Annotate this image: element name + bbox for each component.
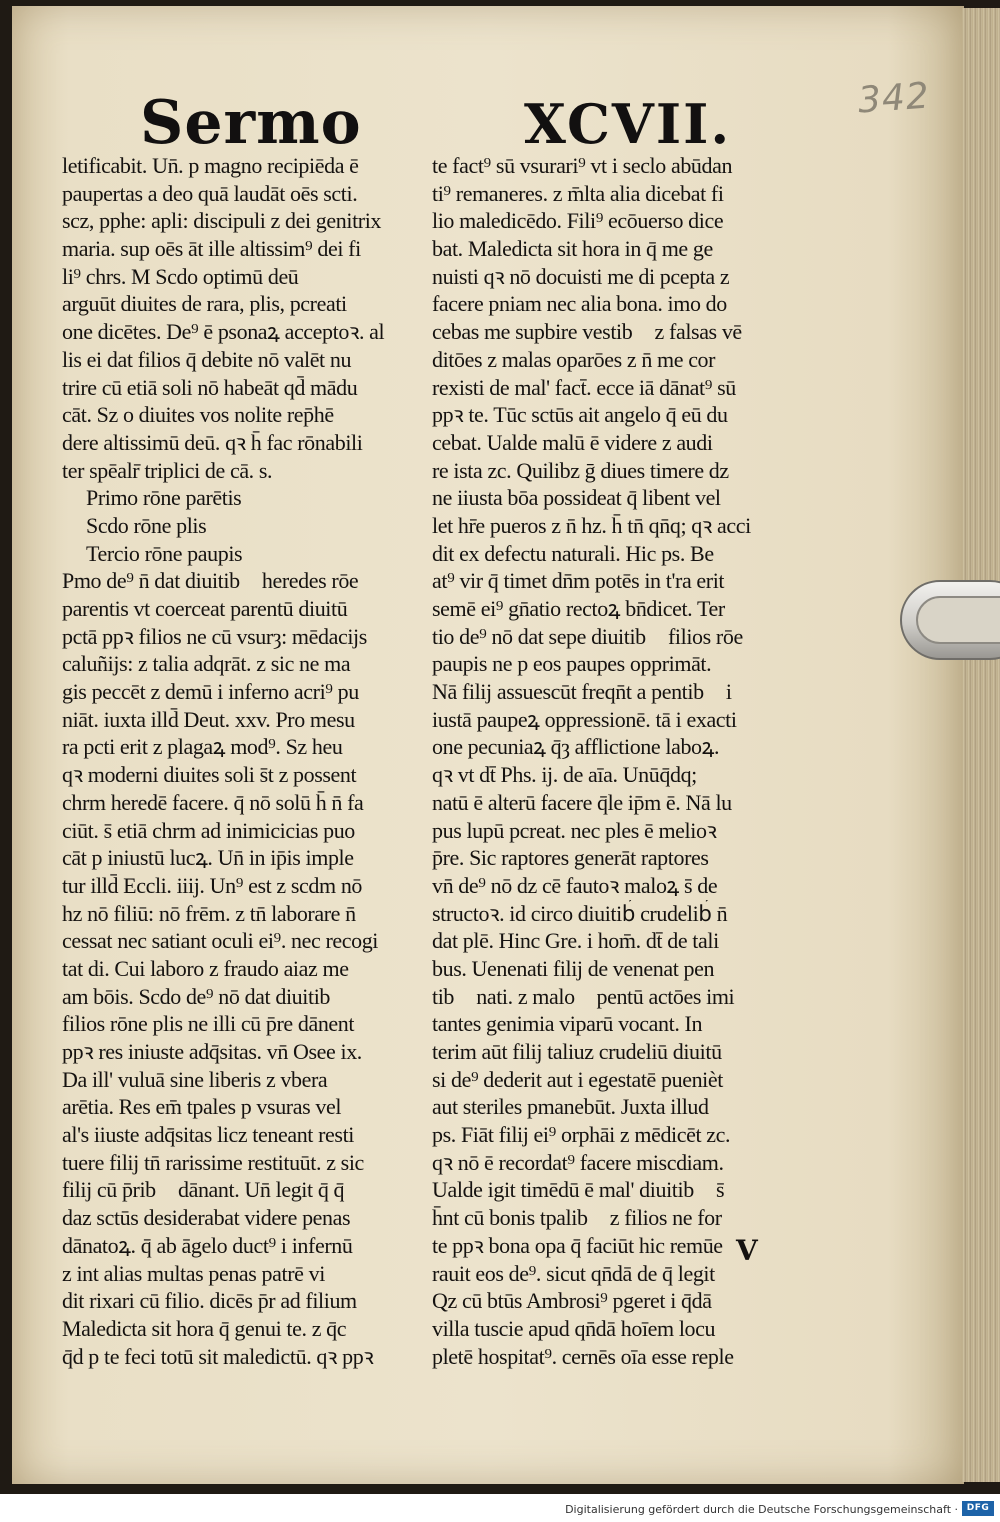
text-line: filios rōne plis ne illi cū p̄re dānent [62,1011,355,1037]
text-line: Maledicta sit hora q̄ genui te. z q̄c [62,1315,347,1341]
text-line: Ualde igit timēdū ē mal' diuitib᷒ s̄ [432,1177,725,1203]
text-line: ditōes z malas oparōes z n̄ me cor [432,346,716,372]
text-line: Qz cū btūs Ambrosi⁹ pgeret i q̄dā [432,1288,712,1314]
text-line: Tercio rōne paupis [86,540,243,566]
text-line: arētia. Res em̄ tpales p vsuras vel [62,1094,342,1120]
text-line: aut steriles pmanebūt. Juxta illud [432,1094,709,1120]
text-line: let hr̄e pueros z n̄ hz. h̄ tn̄ qn̄q; qꝛ acci [432,512,751,538]
text-line: tat di. Cui laboro z fraudo aiaz me [62,955,349,981]
folio-number: 342 [856,75,932,122]
text-line: nuisti qꝛ nō docuisti me di pcepta z [432,263,730,289]
text-line: ps. Fiāt filij ei⁹ orphāi z mēdicēt zc. [432,1122,731,1148]
text-line: z int alias multas penas patrē vi [62,1260,325,1286]
text-line: bat. Maledicta sit hora in q̄ me ge [432,236,713,262]
text-line: pus lupū pcreat. nec ples ē melioꝛ [432,817,717,843]
text-column-left [62,152,434,1370]
funding-credit: Digitalisierung gefördert durch die Deutsche Forschungsgemeinschaft · [565,1503,958,1516]
text-line: rauit eos de⁹. sicut qn̄dā de q̄ legit [432,1260,715,1286]
text-line: tio de⁹ nō dat sepe diuitib᷒ filios rōe [432,623,743,649]
text-line: ti⁹ remaneres. z m̄lta alia dicebat fi [432,180,724,206]
text-line: paupis ne p eos paupes opprimāt. [432,651,712,677]
text-line: ppꝛ res iniuste adq̄sitas. vn̄ Osee ix. [62,1039,362,1064]
text-line: gis peccēt z demū i inferno acri⁹ pu [62,679,359,705]
text-line: al's iiuste adq̄sitas licz teneant resti [62,1122,354,1148]
text-line: cebas me supbire vestib᷒ z falsas vē [432,319,742,345]
text-line: bus. Uenenati filij de venenat pen [432,955,715,981]
text-line: chrm heredē facere. q̄ nō solū h̄ n̄ fa [62,789,364,815]
text-column-right [432,152,804,1370]
page-fore-edge [962,8,1000,1482]
text-line: re ista zc. Quilibz ḡ diues timere dz [432,457,729,483]
text-line: Primo rōne parētis [86,485,242,511]
text-line: ne iiusta bōa possideat q̄ libent vel [432,485,721,511]
text-line: dere altissimū deū. qꝛ h̄ fac rōnabili [62,429,363,455]
text-line: facere pniam nec alia bona. imo do [432,291,727,317]
text-line: si de⁹ dederit aut i egestatē puenièt [432,1066,723,1092]
text-line: arguūt diuites de rara, plis, pcreati [62,291,347,317]
text-line: tib᷒ nati. z maloꝝ pentū actōes imi [432,983,735,1009]
running-head-right: XCVII. [524,92,732,156]
text-line: Pmo de⁹ n̄ dat diuitib᷒ heredes rōe [62,568,359,594]
text-line: Da ill' vuluā sine liberis z vbera [62,1066,328,1092]
text-line: ra pcti erit z plagaꝝ mod⁹. Sz heu [62,734,343,760]
paper-clip [900,580,1000,660]
text-line: ciūt. s̄ etiā chrm ad inimicicias puo [62,817,355,843]
text-line: natū ē alterū facere q̄le ip̄m ē. Nā lu [432,789,732,815]
text-line: lis ei dat filios q̄ debite nō valēt nu [62,346,352,372]
text-line: p̄re. Sic raptores generāt raptores [432,845,709,871]
text-line: cāt p iniustū lucꝝ. Un̄ in ip̄is imple [62,845,354,871]
text-line: pletē hospitat⁹. cernēs oīa esse reple [432,1343,734,1369]
catchword: V [736,1234,758,1267]
text-line: parentis vt coerceat parentū diuitū [62,596,348,621]
text-line: qꝛ vt dt̄ Phs. ij. de aīa. Unūq̄dq; [432,762,697,788]
running-head-left: Sermo [140,88,362,158]
text-line: trire cū etiā soli nō habeāt qd̄ mādu [62,374,358,400]
text-line: terim aūt filij taliuz crudeliū diuitū [432,1039,722,1064]
text-line: rexisti de mal' fact̄. ecce iā dānat⁹ sū [432,374,736,400]
text-line: te fact⁹ sū vsurari⁹ vt i seclo abūdan [432,153,733,178]
text-line: filij cū p̄rib᷒ dānant. Un̄ legit q̄ q̄ [62,1177,345,1203]
text-line: structoꝛ. id circo diuitib᷒ crudelib᷒ n̄ [432,900,728,926]
text-line: scz, pphe: apli: discipuli z dei genitrix [62,208,382,234]
text-line: daz sctūs desiderabat videre penas [62,1205,351,1231]
text-line: tur illd̄ Eccli. iiij. Un⁹ est z scdm nō [62,872,363,898]
text-line: cāt. Sz o diuites vos nolite rep̄hē [62,402,334,428]
text-line: niāt. iuxta illd̄ Deut. xxv. Pro mesu [62,706,355,732]
text-line: q̄d p te feci totū sit maledictū. qꝛ ppꝛ [62,1343,374,1369]
text-line: ter spēalr̄ triplici de cā. s. [62,457,273,483]
text-line: dit ex defectu naturali. Hic ps. Be [432,540,714,566]
text-line: lio maledicēdo. Fili⁹ ecōuerso dice [432,208,724,234]
text-line: Scdo rōne plis [86,512,207,538]
text-line: h̄nt cū bonis tpalib᷒ z filios ne for [432,1205,722,1231]
text-line: cebat. Ualde malū ē videre z audi [432,429,713,455]
text-line: pctā ppꝛ filios ne cū vsurȝ: mēdacijs [62,623,367,649]
text-line: li⁹ chrs. M Scdo optimū deū [62,263,299,289]
text-line: dat plē. Hinc Gre. i hom̄. dt̄ de tali [432,928,719,954]
text-line: one dicētes. De⁹ ē psonaꝝ acceptoꝛ. al [62,319,385,345]
text-line: cessat nec satiant oculi ei⁹. nec recogi [62,928,379,954]
text-line: dit rixari cū filio. dicēs p̄r ad filium [62,1288,357,1314]
text-line: qꝛ nō ē recordat⁹ facere miscdiam. [432,1149,724,1175]
text-line: tantes genimia viparū vocant. In [432,1011,703,1037]
text-line: caluñijs: z talia adqrāt. z sic ne ma [62,651,351,677]
text-line: maria. sup oēs āt ille altissim⁹ dei fi [62,236,361,262]
text-line: Nā filij assuescūt freqn̄t a pentib᷒ i [432,679,732,705]
dfg-logo: DFG [962,1501,994,1516]
text-line: paupertas a deo quā laudāt oēs scti. [62,180,358,206]
text-line: semē ei⁹ gn̄atio rectoꝝ bn̄dicet. Ter [432,596,725,621]
text-line: ppꝛ te. Tūc sctūs ait angelo q̄ eū du [432,402,728,428]
text-line: dānatoꝝ. q̄ ab āgelo duct⁹ i infernū [62,1232,353,1258]
text-line: letificabit. Un̄. p magno recipiēda ē [62,153,359,178]
text-line: one pecuniaꝝ q̄ȝ afflictione laboꝝ. [432,734,720,760]
text-line: am bōis. Scdo de⁹ nō dat diuitib᷒ [62,983,348,1009]
text-line: hz nō filiū: nō frēm. z tn̄ laborare n̄ [62,900,356,926]
text-line: qꝛ moderni diuites soli s̄t z possent [62,762,357,788]
text-line: vn̄ de⁹ nō dz cē fautoꝛ maloꝝ s̄ de [432,872,718,898]
text-line: te ppꝛ bona opa q̄ faciūt hic remūe [432,1232,723,1258]
text-line: villa tuscie apud qn̄dā hoīem locu [432,1315,716,1341]
text-line: iustā paupeꝝ oppressionē. tā i exacti [432,706,737,732]
text-line: at⁹ vir q̄ timet dn̄m potēs in t'ra erit [432,568,725,594]
text-line: tuere filij tn̄ rarissime restituūt. z sic [62,1149,364,1175]
